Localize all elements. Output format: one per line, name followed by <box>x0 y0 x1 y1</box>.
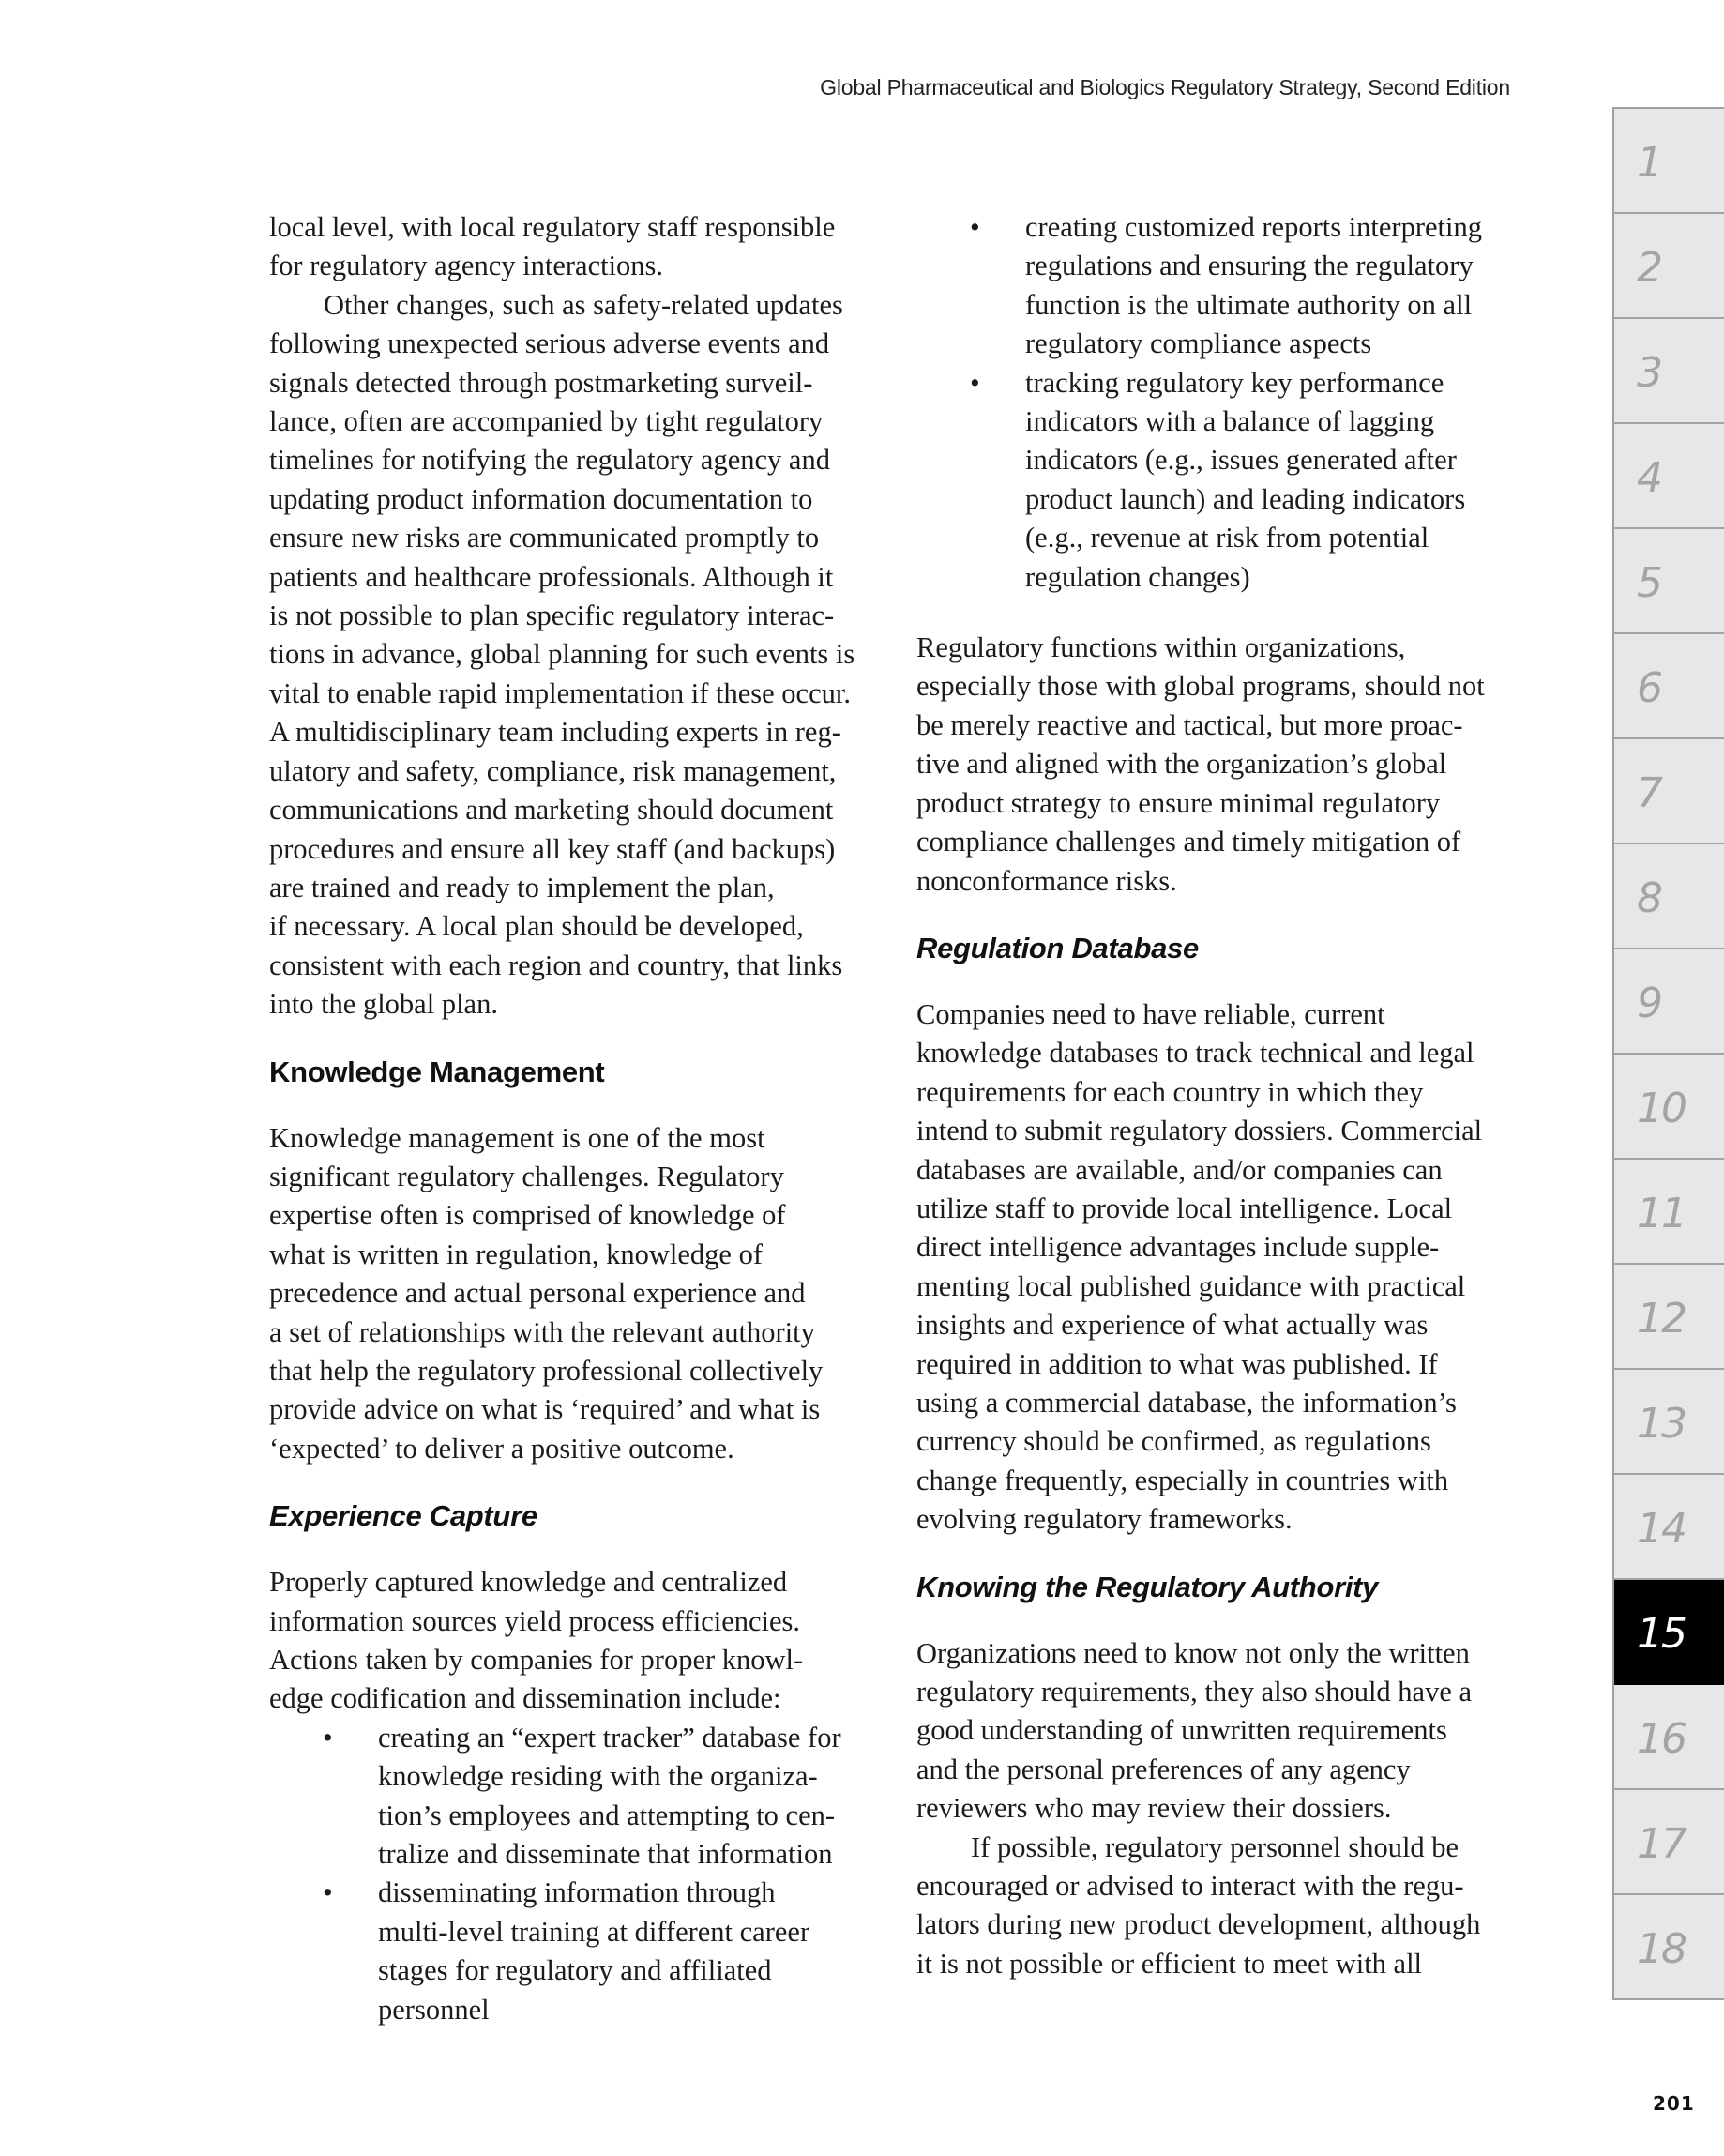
chapter-tab-3[interactable] <box>1614 319 1724 424</box>
chapter-tab-label: 11 <box>1637 1190 1686 1237</box>
text-line: are trained and ready to implement the plan, <box>269 871 775 903</box>
chapter-tab-9[interactable] <box>1614 949 1724 1055</box>
functions-paragraph <box>916 629 1517 901</box>
text-line: it is not possible or efficient to meet with all <box>916 1947 1423 1980</box>
chapter-tab-label: 17 <box>1637 1820 1686 1868</box>
text-line: be merely reactive and tactical, but more proac- <box>916 708 1463 741</box>
text-line: procedures and ensure all key staff (and backups) <box>269 832 836 865</box>
text-line: timelines for notifying the regulatory agency and <box>269 444 830 477</box>
text-line: utilize staff to provide local intelligence. Local <box>916 1192 1453 1224</box>
text-line: tracking regulatory key performance <box>1025 366 1444 399</box>
text-line: stages for regulatory and affiliated <box>378 1954 772 1987</box>
chapter-tab-10[interactable] <box>1614 1055 1724 1160</box>
text-line: creating an “expert tracker” database for <box>378 1721 841 1754</box>
bullet-item <box>269 1874 870 2029</box>
reports-bullet-list <box>916 208 1517 597</box>
text-line: databases are available, and/or companies can <box>916 1153 1443 1186</box>
chapter-tab-label: 15 <box>1637 1610 1686 1658</box>
text-line: a set of relationships with the relevant authority <box>269 1315 815 1348</box>
experience-bullet-list <box>269 1719 870 2029</box>
chapter-tab-12[interactable] <box>1614 1265 1724 1370</box>
text-line: Actions taken by companies for proper knowl- <box>269 1644 804 1676</box>
text-line: expertise often is comprised of knowledge of <box>269 1199 786 1232</box>
running-head: Global Pharmaceutical and Biologics Regulatory Strategy, Second Edition <box>820 75 1510 99</box>
text-line: product strategy to ensure minimal regulatory <box>916 786 1441 819</box>
text-line: consistent with each region and country, that links <box>269 949 843 981</box>
text-line: (e.g., revenue at risk from potential <box>1025 522 1429 554</box>
text-line: lance, often are accompanied by tight regulatory <box>269 405 824 438</box>
text-line: Organizations need to know not only the written <box>916 1636 1470 1669</box>
text-line: lators during new product development, although <box>916 1908 1481 1941</box>
text-line: product launch) and leading indicators <box>1025 482 1466 515</box>
text-line: Knowledge management is one of the most <box>269 1121 765 1154</box>
text-line: is not possible to plan specific regulatory interac- <box>269 600 835 632</box>
text-line: for regulatory agency interactions. <box>269 250 664 282</box>
text-line: Other changes, such as safety-related updates <box>324 288 843 321</box>
page-number: 201 <box>1653 2092 1695 2115</box>
interaction-paragraph <box>916 1829 1517 1984</box>
text-line: precedence and actual personal experience and <box>269 1277 806 1310</box>
text-line: communications and marketing should document <box>269 794 834 827</box>
chapter-tab-label: 7 <box>1637 769 1661 817</box>
chapter-tab-label: 8 <box>1637 874 1661 922</box>
text-line: function is the ultimate authority on all <box>1025 288 1473 321</box>
text-line: regulatory requirements, they also should have a <box>916 1676 1473 1708</box>
chapter-tab-4[interactable] <box>1614 424 1724 529</box>
text-line: regulatory compliance aspects <box>1025 327 1372 360</box>
text-line: provide advice on what is ‘required’ and what is <box>269 1393 821 1426</box>
intro-paragraph <box>269 208 870 286</box>
text-line: indicators (e.g., issues generated after <box>1025 444 1457 477</box>
text-line: tive and aligned with the organization’s global <box>916 748 1447 781</box>
heading-knowing-authority: Knowing the Regulatory Authority <box>916 1570 1379 1603</box>
text-line: insights and experience of what actually was <box>916 1309 1429 1342</box>
text-line: patients and healthcare professionals. Although it <box>269 560 834 593</box>
chapter-tab-18[interactable] <box>1614 1895 1724 1998</box>
bullet-icon: • <box>970 211 980 243</box>
heading-knowledge-management: Knowledge Management <box>269 1055 605 1088</box>
text-line: that help the regulatory professional collectively <box>269 1354 824 1387</box>
chapter-tab-label: 9 <box>1637 979 1661 1027</box>
chapter-tab-7[interactable] <box>1614 739 1724 844</box>
text-line: edge codification and dissemination include: <box>269 1682 781 1715</box>
chapter-tab-6[interactable] <box>1614 634 1724 739</box>
text-line: if necessary. A local plan should be developed, <box>269 910 804 943</box>
chapter-tab-label: 14 <box>1637 1505 1686 1553</box>
chapter-tab-label: 12 <box>1637 1295 1686 1343</box>
chapter-tab-label: 16 <box>1637 1715 1686 1763</box>
chapter-tab-17[interactable] <box>1614 1790 1724 1895</box>
text-line: good understanding of unwritten requirements <box>916 1714 1447 1747</box>
chapter-tab-14[interactable] <box>1614 1475 1724 1580</box>
bullet-item <box>269 1719 870 1875</box>
chapter-tab-label: 4 <box>1637 454 1661 502</box>
heading-regulation-database: Regulation Database <box>916 931 1199 964</box>
text-line: A multidisciplinary team including experts in reg- <box>269 716 841 749</box>
chapter-tab-15[interactable] <box>1614 1580 1724 1685</box>
text-line: into the global plan. <box>269 988 498 1021</box>
text-line: using a commercial database, the information’s <box>916 1386 1457 1419</box>
chapter-tab-5[interactable] <box>1614 529 1724 634</box>
text-line: personnel <box>378 1993 490 2026</box>
bullet-icon: • <box>323 1721 333 1754</box>
text-line: disseminating information through <box>378 1876 776 1909</box>
chapter-tab-label: 18 <box>1637 1925 1686 1973</box>
text-line: tralize and disseminate that information <box>378 1838 833 1871</box>
text-line: If possible, regulatory personnel should be <box>971 1830 1459 1863</box>
chapter-tab-label: 10 <box>1637 1085 1686 1132</box>
text-line: ensure new risks are communicated promptly to <box>269 522 820 554</box>
text-line: creating customized reports interpreting <box>1025 211 1482 243</box>
text-line: menting local published guidance with practical <box>916 1269 1466 1302</box>
heading-experience-capture: Experience Capture <box>269 1499 537 1533</box>
text-line: following unexpected serious adverse events and <box>269 327 830 360</box>
chapter-tab-1[interactable] <box>1614 109 1724 214</box>
authority-paragraph <box>916 1634 1517 1829</box>
text-line: direct intelligence advantages include supple- <box>916 1231 1440 1264</box>
chapter-tab-label: 13 <box>1637 1400 1686 1448</box>
safety-updates-paragraph <box>269 286 870 1025</box>
text-line: what is written in regulation, knowledge of <box>269 1237 764 1270</box>
text-line: reviewers who may review their dossiers. <box>916 1792 1392 1825</box>
experience-paragraph <box>269 1563 870 1719</box>
text-line: information sources yield process efficiencies. <box>269 1604 801 1637</box>
text-line: encouraged or advised to interact with the regu- <box>916 1870 1464 1903</box>
text-line: vital to enable rapid implementation if these occur. <box>269 676 851 709</box>
chapter-tab-label: 3 <box>1637 349 1661 397</box>
chapter-tab-label: 2 <box>1637 244 1661 292</box>
chapter-tab-strip <box>1612 107 1724 2000</box>
right-column <box>916 208 1517 1983</box>
text-line: knowledge databases to track technical and legal <box>916 1037 1474 1070</box>
text-line: currency should be confirmed, as regulations <box>916 1425 1431 1458</box>
text-line: especially those with global programs, should not <box>916 670 1485 703</box>
text-line: tions in advance, global planning for such events is <box>269 638 855 671</box>
text-line: knowledge residing with the organiza- <box>378 1760 818 1793</box>
text-line: regulations and ensuring the regulatory <box>1025 250 1474 282</box>
text-line: ‘expected’ to deliver a positive outcome. <box>269 1432 734 1465</box>
chapter-tab-16[interactable] <box>1614 1685 1724 1790</box>
chapter-tab-2[interactable] <box>1614 214 1724 319</box>
bullet-icon: • <box>323 1876 333 1909</box>
chapter-tab-label: 5 <box>1637 559 1661 607</box>
text-line: Regulatory functions within organizations, <box>916 631 1406 664</box>
bullet-item <box>916 364 1517 597</box>
knowledge-paragraph <box>269 1119 870 1469</box>
text-line: required in addition to what was published. If <box>916 1347 1438 1380</box>
text-line: significant regulatory challenges. Regulatory <box>269 1160 784 1192</box>
text-line: ulatory and safety, compliance, risk management, <box>269 754 837 787</box>
chapter-tab-13[interactable] <box>1614 1370 1724 1475</box>
text-line: and the personal preferences of any agency <box>916 1753 1411 1785</box>
left-column <box>269 208 870 2029</box>
text-line: updating product information documentation to <box>269 482 813 515</box>
chapter-tab-8[interactable] <box>1614 844 1724 949</box>
text-line: signals detected through postmarketing surveil- <box>269 366 813 399</box>
text-line: nonconformance risks. <box>916 864 1177 897</box>
text-line: compliance challenges and timely mitigation of <box>916 826 1461 858</box>
text-line: Companies need to have reliable, current <box>916 997 1385 1030</box>
text-line: regulation changes) <box>1025 560 1250 593</box>
bullet-icon: • <box>970 366 980 399</box>
text-line: indicators with a balance of lagging <box>1025 405 1435 438</box>
text-line: requirements for each country in which they <box>916 1075 1424 1108</box>
database-paragraph <box>916 995 1517 1540</box>
text-line: tion’s employees and attempting to cen- <box>378 1799 836 1831</box>
text-line: local level, with local regulatory staff responsible <box>269 211 836 243</box>
text-line: intend to submit regulatory dossiers. Commercial <box>916 1115 1483 1147</box>
text-line: evolving regulatory frameworks. <box>916 1503 1293 1536</box>
text-line: multi-level training at different career <box>378 1915 810 1948</box>
text-line: Properly captured knowledge and centralized <box>269 1566 788 1599</box>
chapter-tab-label: 6 <box>1637 664 1661 712</box>
bullet-item <box>916 208 1517 364</box>
chapter-tab-11[interactable] <box>1614 1160 1724 1265</box>
text-line: change frequently, especially in countries with <box>916 1464 1449 1496</box>
chapter-tab-label: 1 <box>1637 139 1661 187</box>
